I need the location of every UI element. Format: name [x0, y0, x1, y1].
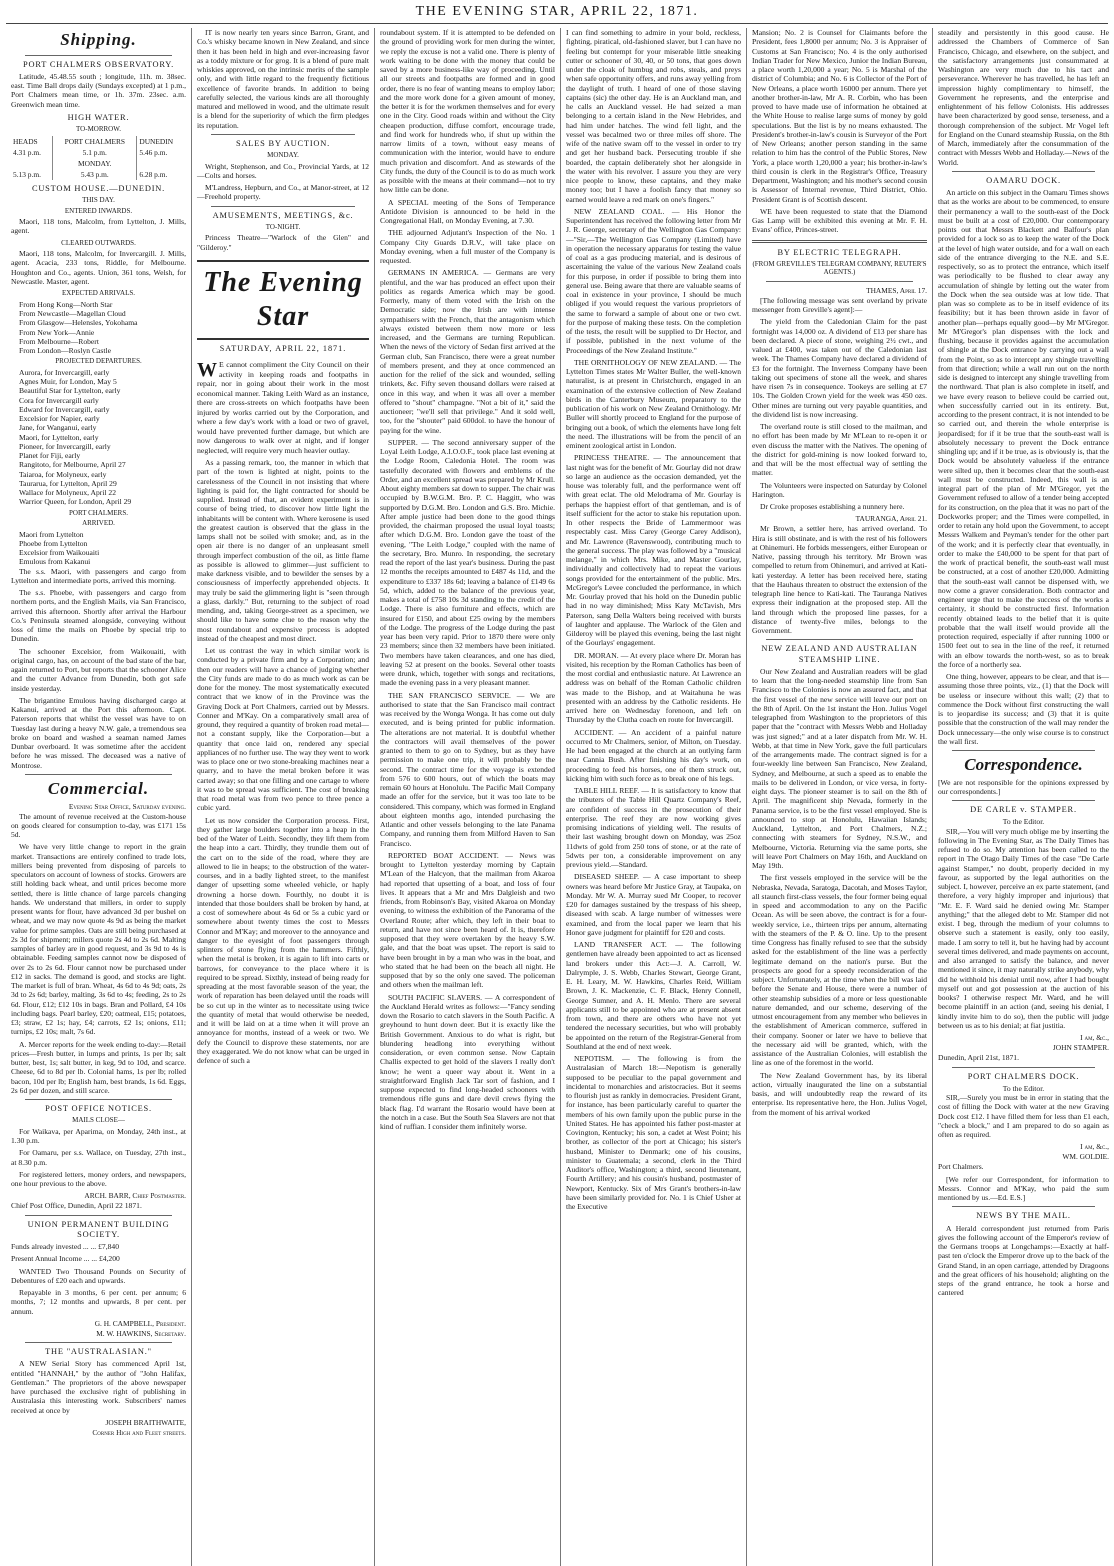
editorial-text: E cannot compliment the City Council on their activity in keeping roads and footpaths in repair, nor in going about their work in the most economical manner. Taking Leith Ward as an instance, there are cross-streets on which footpaths have been injured by works carried out by the Corporation, and where a few day's work with a load or two of gravel, would have prevented further damage, but which are now dangerous to walk over at night, and if longer neglected, will require very much heavier outlay. — [197, 360, 369, 455]
telegraph-header: BY ELECTRIC TELEGRAPH. — [777, 247, 902, 257]
news-text: His Honor the Superintendent has received the following letter from Mr J. R. George, secretary of the Wellington Gas Company:—"Sir,—The Wellington Gas Company (Limited) have in operation the necessary apparatus for testing the value of coal as a gas producing material, and is desirous of ascertaining the value of the various New Zealand coals for this purpose, in order if possible to bring them into general use. Being aware that there are valuable seams of coal in existence in your province, I should be much obliged if you would request the various proprietors of the same to forward a sample of about one or two cwt. for the purpose of making these tests. On the completion of the tests, the result will be supplied to Dr Hector, and if possible, published in the next volume of the Proceedings of the New Zealand Institute." — [566, 206, 742, 355]
tauranga-dateline: TAURANGA, April 21. — [855, 514, 927, 524]
australasian-header: THE "AUSTRALASIAN." — [45, 1347, 152, 1356]
list-item: Planet for Fiji, early — [19, 451, 81, 461]
australasian-paragraph: A NEW Serial Story has commenced April 1st, entitled "HANNAH," by the author of "John Halifax, Gentleman." The proprietors of the above newspaper have purchased the exclusive right of publishing in Australasia this interesting work. Subscribers' names received at once by — [11, 1359, 186, 1415]
news-paragraph: THE SAN FRANCISCO SERVICE. — We are authorised to state that the San Francisco mail contract was received by the Wonga Wonga. It has come out duly executed, and is being printed for public information. The alterations are not material. It is doubtful whether the contractors will avail themselves of the power granted to them to go on to Sydney, but as they have permission to make one trip, it will probably be the second. The contract time for the voyage is extended from 576 to 600 hours, out of which the boats may remain 60 hours at Honolulu. The Pacific Mail Company made an offer for the service, but it was too late to be considered. This company, which was formed in England about eighteen months ago, intended purchasing the Atlantic and other vessels belonging to the late Panama Company, and running them from Milford Haven to San Francisco. — [380, 690, 555, 848]
list-item: Wallace for Molyneux, April 22 — [19, 488, 117, 498]
list-item: From Glasgow—Helensles, Yokohama — [19, 318, 138, 328]
news-text: The announcement that last night was for the benefit of Mr. Gourlay did not draw so large an audience as the occasion demanded, yet the house was tolerably full, and the performance went off with great eclat. The old Melodrama of Mr. Gourlay is perhaps the happiest effort of that gentleman, and is of itself sufficient for the actor to stake his reputation upon. In other respects the Bride of Lammermoor was respectably cast. Miss Carey (George Carey Addison), and Mr. Lawrence (Ravenswood), contributing much to the general success. The play was followed by a "musical melange," in which Mrs. Mike, and Master Gourlay, individually and collectively had to repeat the various songs provided for the entertainment of the public. Mrs. McGregor's Levee concluded the performance, in which Mr. Gourlay proved that his hold on the Dunedin public had in no way diminished; Miss Katy McTavish, Mrs Paterson, sang Della Walters being received with bursts of laughter and applause. The Warlock of the Glen and Gilderoy will be played this evening, being the last night of the Gourlays' engagement. — [566, 453, 742, 648]
amusements-header: AMUSEMENTS, MEETINGS, &c. — [212, 210, 354, 220]
news-heading: THE ORNITHOLOGY OF NEW ZEALAND. — [574, 357, 718, 367]
expected-subheader: EXPECTED ARRIVALS. — [62, 289, 135, 298]
union-income: Present Annual Income ... ... £4,200 — [11, 1254, 120, 1264]
shipping-paragraph: The schooner Excelsior, from Waikouaiti, with original cargo, has, on account of the bad state of the bar, again returned to Port, but reports that the schooner Alice and the cutter Advance from Dunedin, both got safe inside yesterday. — [11, 646, 186, 693]
editorial-paragraph: As a passing remark, too, the manner in which that part of the town is lighted at night, points to the carelessness of the Council in not insisting that where lighting is paid for, the light contracted for should be supplied. Instead of that, an evident experiment is in course of being tried, to discover how little light the inhabitants will be content with. Where kerosene is used the greatest caution is observed that the glass in the lamps shall not be soiled with smoke; and, as in the open air there is no danger of an unpleasant smell through imperfect combustion of the oil, as little flame as possible is allowed to glimmer—just sufficient to make darkness visible, and to bewilder the senses by a consciousness of imperfectly apprehended objects. It may truly be said the glimmering light is "seen through a glass, darkly." But, returning to the subject of road mending, and, taking George-street as a specimen, we should like to have some clue to the reason why the most roundabout and expensive process is adopted instead of the cheapest and most direct. — [197, 458, 369, 643]
mails-close-label: MAILS CLOSE— — [72, 1116, 125, 1125]
news-paragraph: WE have been requested to state that the Diamond Gas Lamp will be exhibited this evening at Mr. F. H. Evans' office, Princes-street. — [752, 206, 927, 235]
list-item: Phoebe from Lyttelton — [19, 538, 88, 548]
dateline: SATURDAY, APRIL 22, 1871. — [219, 344, 347, 354]
news-heading: TABLE HILL REEF. — [574, 786, 640, 795]
list-item: Agnes Muir, for London, May 5 — [19, 377, 117, 387]
post-office-header: POST OFFICE NOTICES. — [45, 1104, 152, 1114]
oamaru-paragraph: An article on this subject in the Oamaru Times shows that as the works are about to be commenced, to ensure their permanency a wall to the south-east of the Dock must be built at a cost of £20,000. Our contemporary points out that Messrs Blackett and Balfour's plan provided for a lock so as to keep the water of the Dock at the level of high water outside, and for a wall on each side of the entrance diverging to the N.E. and S.E. respectively, so as to protect the entrance, which itself was periodically to be flushed to clear away any accumulation of shingle by letting out the water from the Dock when the sea outside was at low tide. That plan was so complete as to be in itself evidence of its feasibility; but it has been thrown aside in favor of another plan—perhaps equally good—by Mr M'Gregor. Mr M'Gregor's plan dispenses with the lock and flushing, because it provides against the accumulation of shingle at the Dock entrance by carrying out a wall from the Point, so as to intercept any shingle travelling from that direction; while a wall run out on the north side is designed to intercept any shingle travelling from the northward. That plan is also complete in itself, and we have every reason to believe could be carried out, when successfully carried out in its entirety. But, according to the present contract, it is not intended to be so carried out, and therein the whole enterprise is jeopardised; for if it be true that the south-east wall is absolutely necessary to prevent the Dock entrance shingling up; and if it be true, as is obviously is, that the Dock would be absolutely valueless if the entrance were silted up, then it becomes clear that the south-east wall must be constructed. Indeed, this wall is an integral part of the plan of Mr M'Gregor, yet the Government refused to allow of a tender being accepted for its construction, on the plea that it was no part of the Dockworks proper; and the Times were compelled, in order to retain any hold upon the Government, to accept Messrs Walkem and Peyman's tender for the other part of the work; and it is perfectly clear that eventually, in order to make the £40,000 to be spent for that part of the work of practical benefit, the south-east wall must be constructed, at a cost of another £20,000. Admitting that the south-east wall cannot be dispensed with, we now come a graver consideration. Both contractor and engineer urge that to make the success of the works a certainty, it should be constructed first. Information recently obtained leads to the belief that it is quite probable that the wall itself would provide all the protection required, especially if after running 1000 or 1500 feet out to sea in the line of the reef, it returned with an elbow towards the north-west, so as to break the force of a northerly sea. — [938, 188, 1109, 669]
arrived-list — [11, 530, 186, 567]
news-paragraph: A SPECIAL meeting of the Sons of Temperance Antidote Division is announced to be held in the Congregational Hall, on Monday Evening, at 7.30. — [380, 197, 555, 225]
commercial-office: Evening Star Office, Saturday evening. — [68, 801, 186, 811]
custom-house-header: CUSTOM HOUSE.—DUNEDIN. — [31, 183, 166, 193]
observatory-text: Latitude, 45.48.55 south ; longitude, 11h. m. 38sec. east. Time Ball drops daily (Sundays excepted) at 1 p.m., Port Chalmers mean time, or 1h. 37m. 23sec. a.m. Greenwich mean time. — [11, 71, 186, 109]
sales-subheader: MONDAY. — [267, 151, 299, 159]
australasian-signature: Corner High and Fleet streets. — [92, 1427, 186, 1437]
list-item: Taurarua, for Lyttelton, April 29 — [19, 478, 117, 488]
letter-salutation: To the Editor. — [1002, 1083, 1045, 1093]
news-text: We are authorised to state that the San Francisco mail contract was received by the Wonga Wonga. It has come out duly executed, and is being printed for public information. The alterations are not material. It is doubtful whether the contractors will avail themselves of the power granted to them to go on to Sydney, but as they have permission to make one trip, it will probably be the second. The contract time for the voyage is extended from 576 to 600 hours, out of which the boats may remain 60 hours at Honolulu. The Pacific Mail Company made an offer for the service, but it was too late to be considered. This company, which was formed in England about eighteen months ago, intended purchasing the Atlantic and other vessels belonging to the late Panama Company, and running them from Milford Haven to San Francisco. — [380, 690, 555, 848]
letter-salutation: To the Editor. — [1002, 817, 1045, 827]
union-signature: M. W. HAWKINS, Secretary. — [96, 1328, 186, 1338]
news-paragraph: SOUTH PACIFIC SLAVERS. — A correspondent of the Auckland Herald writes as follows:—"Fancy sending down the Rosario to catch slavers in the South Pacific. A greyhound to hunt down deer. But it is exactly like the British Government. Anxious to do what is right, but blundering headlong into everything without consideration, or even common sense. Now Captain Challis expected to get hold of the slavers I really don't know; he went a queer way about it. Went in a straightforward English Jack Tar sort of fashion, and I suppose expected to find long-headed schooners with tremendous rifle guns and dare devil crews flying the black flag. I'd warrant the Rosario would have been at the notch in a case. But the South Sea Slavers are not that kind of ruffian. I consider them infinitely worse. — [380, 992, 555, 1131]
news-text: At every place where Dr. Moran has visited, his reception by the Roman Catholics has been of the most cordial and enthusiastic nature. At Lawrence an address was on behalf of the Roman Catholic children was made to the Bishop, and at Waitahuna he was presented with an address by the Catholic residents. He arrived here on Wednesday forenoon, and left on Thursday by the Clutha coach en route for Invercargill. — [566, 650, 741, 725]
sales-paragraph: M'Landress, Hepburn, and Co., at Manor-street, at 12—Freehold property. — [197, 183, 369, 202]
newspaper-nameplate: The Evening Star — [197, 260, 369, 340]
column-4 — [561, 28, 747, 1566]
column-6 — [933, 28, 1114, 1566]
shipping-paragraph: The s.s. Phoebe, with passengers and cargo from northern ports, and the English Mails, via San Francisco, arrived this afternoon. Shortly after arrival the Harbour Co.'s Peninsula steamed alongside, conveying without loss of time the mails on Phoebe by special trip to Dunedin. — [11, 588, 186, 644]
column-2 — [192, 28, 375, 1566]
commercial-paragraph: A. Mercer reports for the week ending to-day:—Retail prices—Fresh butter, in lumps and prints, 1s per lb; salt butter, best, 1s; salt butter, in keg, 9d to 10d, and scarce. Cheese, 6d to 8d per lb. Colonial hams, 1s per lb; rolled bacon, 10d per lb; English ham, best brands, 1s 6d. Eggs, 2s 6d per dozen, and still scarce. — [11, 1039, 186, 1095]
telegraph-subheader: (FROM GREVILLE'S TELEGRAM COMPANY, REUTER'S AGENTS.) — [752, 259, 927, 277]
oamaru-paragraph: One thing, however, appears to be clear, and that is—assuming those three points, viz., (1) that the Dock will be useless or insecure without this wall; (2) that to commence the Dock without first constructing the wall is to jeopardise its success; and (3) that it is quite possible that the construction of the wall may render the Dock unnecessary—the only wise course is to construct the wall first. — [938, 672, 1109, 746]
list-item: Edward for Invercargill, early — [19, 404, 110, 414]
letter-place: Dunedin, April 21st, 1871. — [938, 1053, 1019, 1063]
news-paragraph: REPORTED BOAT ACCIDENT. — News was brought to Lyttelton yesterday morning by Captain M'Lean of the Halcyon, that the mailman from Akaroa had reported that upsetting of a boat, and loss of four lives. It appears that a Mr and Mrs Dalgleish and two friends, from Robinson's Bay, visited Akaroa on Monday evening, to witness the exhibition of the Panorama of the Overland Route; after which, they left in their boat to return, and have not since been heard of. It is, therefore supposed that they were overtaken by the heavy S.W. gale, and that the boat was upset. The report is said to have been brought in by a man who was in the boat, and who stated that he had been on the beach all night. He supposed that by so the only one saved. The policeman and others when the mailman left. — [380, 850, 555, 990]
news-heading: SOUTH PACIFIC SLAVERS. — [388, 992, 483, 1002]
steamship-header: NEW ZEALAND AND AUSTRALIAN STEAMSHIP LINE. — [761, 644, 918, 664]
news-text: The second anniversary supper of the Loyal Leith Lodge, A.I.O.O.F., took place last evening at the Lodge Room, Caledonia Hotel. The room was tastefully decorated with flowers and emblems of the Order, and an excellent spread was prepared by Mr Krull. About eighty members sat down to supper. The chair was occupied by B.W.G.M. Bro. P. C. Haggitt, who was supported by D.G.M. Bro. London and G.S. Bro. Michie. After ample justice had been done to the good things provided, the chairman proposed the usual loyal toasts; after which D.G.M. Bro. London gave the toast of the evening, "The Leith Lodge," coupled with the name of the secretary, Bro. Munro. In responding, the secretary read the report of the last year's business. During the past 12 months the receipts amounted to £487 4s 11d, and the expenditure to £337 18s 6d; leaving a balance of £149 6s 5d, which, added to the balance of the previous year, makes a total of £758 10s 3d standing to the credit of the Lodge. There is also furniture and effects, which are insured for £150, and about £25 owing by the members of the Lodge. The progress of the Lodge during the past year has been very rapid. Prior to 1870 there were only 23 members; since then 32 members have been initiated. Two members have taken clearances, and one has died, leaving 52 at present on the books. Several other toasts were drunk, which, together with songs and recitations, made the evening pass in a very pleasant manner. — [380, 437, 555, 688]
union-funds: Funds already invested ... ... £7,840 — [11, 1242, 119, 1252]
telegram-paragraph: [The following message was sent overland by private messenger from Greville's agent]:— — [752, 295, 927, 315]
telegram-paragraph: The Volunteers were inspected on Saturday by Colonel Harington. — [752, 480, 927, 499]
news-heading: THE SAN FRANCISCO SERVICE. — [388, 690, 511, 700]
high-water-header: HIGH WATER. — [67, 112, 130, 122]
list-item: Taiaroa, for Molyneux, early — [19, 469, 107, 479]
news-text: Germans are very plentiful, and the war has produced an effect upon their politics as regards America which may be good. Formerly, many of them voted with the Irish on the Democratic side; now the Irish are with intense sympathisers with the French, that the antagonism which always existed between them now more or less increased, and the Germans are turning Republican. When the news of the victory of Sedan first arrived at the German club, San Francisco, there were a great number of members present, and they at once commenced an auction for the relief of the sick and wounded, selling trinkets, &c. Fifty seven thousand dollars were raised at once in this way, and when it was all over a member offered to "shout" champagne. "Not a bit of it," said the auctioneer; "we'll sell that privilege." And it sold well, too, for the "shouter" paid 600dol. to have the honour of paying for the wine. — [380, 268, 556, 435]
list-item: From Newcastle—Magellan Cloud — [19, 309, 126, 319]
shipping-title: Shipping. — [60, 30, 137, 49]
letter-place: Port Chalmers. — [938, 1162, 984, 1172]
shipping-paragraph: The brigantine Emulous having discharged cargo at Kakanui, arrived at the Port this afternoon. Capt. Paterson reports that whilst the vessel was have to on Tuesday last during a heavy N.W. gale, a tremendous sea broke on board and washed a seaman named James Dunbar overboard. It was sometime after the accident before he was missed. The deceased was a native of Montrose. — [11, 695, 186, 770]
tide-col-dunedin: DUNEDIN — [139, 136, 174, 146]
steamship-paragraph: Our New Zealand and Australian readers will be glad to learn that the long-needed steamship line from San Francisco to the Colonies is now an assured fact, and that the first vessel of the new service will leave our port on the 8th of April. On the 1st instant the Hon. Julius Vogel telegraphed from Washington to the proprietors of this paper that the "contract with Messrs Webb and Holladay was just signed;" and at a later dispatch from Mr. W. H. Webb, at that time in New York, gave the full particulars of the arrangements made. The contract signed is for a four-weekly line between San Francisco, New Zealand, Sydney, and Melbourne, at such a speed as to enable the mails to be delivered in London, or vice versa, in forty-eight days. The pioneer steamer is to sail on the 8th of April. The magnificent ship Nevada, formerly in the Panama service, is to be the first vessel employed. She is announced to stop at Honolulu, Hawaiian Islands; Auckland, Lyttelton, and Port Chalmers, N.Z.; connecting with steamers for Sydney, N.S.W., and Melbourne, Victoria. Returning via the same ports, she will leave Port Chalmers on May 16th, and Auckland on May 19th. — [752, 666, 927, 871]
editorial-paragraph — [197, 360, 369, 455]
whisky-advertisement: IT is now nearly ten years since Barron, Grant, and Co.'s whisky became known in New Zealand, and since then it has been held in high and ever-increasing favor as a toddy mixture or for grog. It is a blend of pure malt whiskies approved, on the intrinsic merits of the sample only, and with little regard to the frequently fictitious excellence of favorite brands. In addition to being carefully selected, the various kinds are all thoroughly matured and mellowed in wood, and the ultimate result is a blend for the superiority of which the firm pledges its reputation. — [197, 28, 369, 130]
news-paragraph: DR. MORAN. — At every place where Dr. Moran has visited, his reception by the Roman Catholics has been of the most cordial and enthusiastic nature. At Lawrence an address was on behalf of the Roman Catholic children was made to the Bishop, and at Waitahuna he was presented with an address by the Catholic residents. He arrived here on Wednesday forenoon, and left on Thursday by the Clutha coach en route for Invercargill. — [566, 650, 741, 725]
telegram-paragraph: Mr Brown, a settler here, has arrived overland. To Hira is still obstinate, and is with the rest of his followers at Ohinemuri. He forbids messengers, either European or Native, passing through his territory. Mr Brown was compelled to return from Ohinemuri, and arrived at Kati-kati yesterday. A letter has been received here, stating that the Hauhaus threaten to obstruct the extension of the telegraph line hence to Kati-kati. The Tauranga Natives express their indignation at the proposed step. All the land through which the proposed line passes, for a distance of twenty-five miles, belongs to the Government. — [752, 524, 927, 636]
drop-cap: W — [197, 359, 217, 382]
news-text: News was brought to Lyttelton yesterday morning by Captain M'Lean of the Halcyon, that the mailman from Akaroa had reported that upsetting of a boat, and loss of four lives. It appears that a Mr and Mrs Dalgleish and two friends, from Robinson's Bay, visited Akaroa on Monday evening, to witness the exhibition of the Panorama of the Overland Route; after which, they left in their boat to return, and have not since been heard of. It is, therefore supposed that they were overtaken by the heavy S.W. gale, and that the boat was upset. The report is said to have been brought in by a man who was in the boat, and who stated that he had been on the beach all night. He supposed that by so the only one saved. The policeman and others when the mailman left. — [380, 850, 555, 990]
list-item: From London—Roslyn Castle — [19, 346, 111, 356]
list-item: Excelsior from Waikouaiti — [19, 548, 100, 558]
telegram-paragraph: Dr Croke proposes establishing a nunnery here. — [760, 502, 905, 512]
editorial-paragraph: Let us now consider the Corporation process. First, they gather large boulders together into a heap in the bed of the Water of Leith. Secondly, they lift them from the heap into a cart. Thirdly, they trundle them out of the cart on to the side of the road, where they are allowed to lie in heaps; to the obstruction of the water-courses, and in a badly lighted street, to the manifest danger of upsetting some wheeled vehicle, or haply drowning a horse down. Fourthly, no doubt it is intended that those boulders shall be broken by hand, at a cost of somewhere about 4s 6d or 5s a cubic yard or somewhere about twenty times the cost to Messrs Connor and M'Kay; and moreover to the annoyance and danger to the eyesight of foot passengers through splinters of stone flying from the hammers. Fifthly, when the metal is broken, it is again to lift into carts or barrows, for conveyance to the place where it is required to be spread. Sixthly, instead of being ready for spreading at the most favorable season of the year, the work of reparation has been delayed until the roads will be so cut up in the winter as to necessitate using twice the quantity of metal that would otherwise be needed, and it will be laid on at a time when it will prove an annoyance for months, instead of a week or two. We defy the Council to disprove these statements, nor are they exaggerated. We do not know what can be urged in defence of such a — [197, 815, 369, 1066]
column-1 — [6, 28, 192, 1566]
news-heading: ACCIDENT. — [574, 727, 614, 737]
editor-note: [We refer our Correspondent, for information to Messrs. Connor and M'Kay, who paid the sum mentioned by us.—Ed. E.S.] — [938, 1174, 1109, 1203]
news-paragraph: PRINCESS THEATRE. — The announcement that last night was for the benefit of Mr. Gourlay did not draw so large an audience as the occasion demanded, yet the house was tolerably full, and the performance went off with great eclat. The old Melodrama of Mr. Gourlay is perhaps the happiest effort of that gentleman, and is of itself sufficient for the actor to stake his reputation upon. In other respects the Bride of Lammermoor was respectably cast. Miss Carey (George Carey Addison), and Mr. Lawrence (Ravenswood), contributing much to the general success. The play was followed by a "musical melange," in which Mrs. Mike, and Master Gourlay, individually and collectively had to repeat the various songs provided for the entertainment of the public. Mrs. McGregor's Levee concluded the performance, in which Mr. Gourlay proved that his hold on the Dunedin public had in no way diminished; Miss Katy McTavish, Mrs Paterson, sang Della Walters being received with bursts of laughter and applause. The Warlock of the Glen and Gilderoy will be played this evening, being the last night of the Gourlays' engagement. — [566, 453, 742, 648]
post-paragraph: For Waikava, per Aparima, on Monday, 24th inst., at 1.30 p.m. — [11, 1126, 186, 1146]
post-paragraph: For registered letters, money orders, and newspapers, one hour previous to the above. — [11, 1169, 186, 1189]
list-item: Pioneer, for Invercargill, early — [19, 441, 111, 451]
list-item: Rangitoto, for Melbourne, April 27 — [19, 460, 126, 470]
news-text: The Lyttelton Times states Mr Walter Buller, the well-known naturalist, is at present in Christchurch, engaged in an examination of the extensive collection of New Zealand birds in the Canterbury Museum, preparatory to the publication of his work on New Zealand Ornithology. Mr Buller will shortly proceed to England for the purpose of bringing out a book, of which the elements have long felt the need. The illustrations will be from the pencil of an eminent zoological artist in London. — [566, 357, 741, 450]
news-paragraph: TABLE HILL REEF. — It is satisfactory to know that the tributers of the Table Hill Quartz Company's Reef, are confident of success in the prosecution of their enterprise. The reef they are now working gives promising indications of yielding well. The results of their last washing brought down on Monday, was 25oz 11dwts of gold from 250 tons of stone, or at the rate of 5dwts per ton, a considerable improvement on any previous yield.—Standard. — [566, 786, 741, 869]
news-text: It is satisfactory to know that the tributers of the Table Hill Quartz Company's Reef, are confident of success in the prosecution of their enterprise. The reef they are now working gives promising indications of yielding well. The results of their last washing brought down on Monday, was 25oz 11dwts of gold from 250 tons of stone, or at the rate of 5dwts per ton, a considerable improvement on any previous yield.—Standard. — [566, 786, 741, 869]
list-item: Jane, for Wanganui, early — [19, 423, 97, 433]
thames-dateline: THAMES, April 17. — [866, 285, 927, 295]
amusements-paragraph: Princess Theatre—"Warlock of the Glen" and "Gilderoy." — [197, 233, 369, 252]
news-paragraph: NEPOTISM. — The following is from the Australasian of March 18:—Nepotism is generally supposed to be peculiar to the papal government and incidental to monarchies and aristocracies. But it seems to flourish just as rankly in democracies. President Grant, for instance, has been particularly careful to quarter the members of his own family upon the public purse in the United States. He has appointed his father post-master at Covington, Kentucky; his son, a cadet at West Point; his brother, as collector of the port at Chicago; his sister's husband, Minister to Denmark; one of his cousins, minister to Guatemala; a second, clerk in the Third Auditor's office, Washington; a third, second lieutenant, Fourth Artillery; and his cousin's husband, postmaster of Newport, Kentucky. Six of Mrs Grant's brothers-in-law have been similarly provided for. No. 1 is Chief Usher at the Executive — [566, 1054, 741, 1211]
oamaru-header: OAMARU DOCK. — [986, 175, 1061, 185]
tide-cell: 4.31 p.m. — [13, 147, 41, 157]
list-item: Aurora, for Invercargill, early — [19, 367, 110, 377]
letter-header: PORT CHALMERS DOCK. — [967, 1071, 1080, 1081]
entered-subheader: ENTERED INWARDS. — [64, 206, 133, 215]
arrived-subheader: ARRIVED. — [82, 519, 115, 528]
union-paragraph: WANTED Two Thousand Pounds on Security of Debentures of £20 each and upwards. — [11, 1266, 186, 1285]
editorial-paragraph: Let us contrast the way in which similar work is conducted by a private firm and by a Corporation; and then our readers will have a chance of judging whether the City funds are made to do as much work as can be done for the money. The most systematically executed contract that we know of in the Province was the Graving Dock at Port Chalmers, carried out by Messrs. Conner and M'Kay. On a comparatively small area of ground, they required a quantity of broken road metal—not a constant supply, like the Corporation—but a quantity that once laid on, rendered any special appliances of no further use. The way they went to work was to place one or two stone-breaking machines near a quarry, and to have the metal broken before it was carted away; so that one filling and one cartage to where it was to be spread was sufficient. The cost of breaking that road metal was from two pence to three pence a cubic yard. — [197, 646, 369, 813]
union-signature: G. H. CAMPBELL, President. — [94, 1318, 186, 1328]
news-heading: NEPOTISM. — [574, 1054, 614, 1063]
news-text: A case important to sheep owners was heard before Mr Justice Gray, at Taupaka, on Monday. Mr W. A. Murray sued Mr Cooper, to recover £20 for damages sustained by the trespass of his sheep, diseased with scab. A large number of witnesses were examined, and from the local paper we learn that his Honor gave judgment for plaintiff for £20 and costs. — [566, 872, 741, 937]
columns — [6, 28, 1108, 1566]
column-5 — [747, 28, 933, 1566]
column-3 — [375, 28, 561, 1566]
news-paragraph: THE ORNITHOLOGY OF NEW ZEALAND. — The Lyttelton Times states Mr Walter Buller, the well-known naturalist, is at present in Christchurch, engaged in an examination of the extensive collection of New Zealand birds in the Canterbury Museum, preparatory to the publication of his work on New Zealand Ornithology. Mr Buller will shortly proceed to England for the purpose of bringing out a book, of which the elements have long felt the need. The illustrations will be from the pencil of an eminent zoological artist in London. — [566, 357, 741, 450]
news-text: A correspondent of the Auckland Herald writes as follows:—"Fancy sending down the Rosario to catch slavers in the South Pacific. A greyhound to hunt down deer. But it is exactly like the British Government. Anxious to do what is right, but blundering headlong into everything without consideration, or even common sense. Now Captain Challis expected to get hold of the slavers I really don't know; he went a queer way about it. Went in a straightforward English Jack Tar sort of fashion, and I suppose expected to find long-headed schooners with tremendous rifle guns and dare devil crews flying the black flag. I'd warrant the Rosario would have been at the notch in a case. But the South Sea Slavers are not that kind of ruffian. I consider them infinitely worse. — [380, 992, 555, 1131]
news-heading: SUPPER. — [388, 437, 418, 447]
news-text: An accident of a painful nature occurred to Mr Chalmers, senior, of Milton, on Tuesday. He had been engaged at the church at an outlying farm near Cannia Bush. After finishing his day's work, on proceeding to feed his horses, one of them struck out, kicking him with such force as to break one of his legs. — [566, 727, 741, 783]
mail-news-header: NEWS BY THE MAIL. — [976, 1211, 1071, 1221]
letter-header: DE CARLE v. STAMPER. — [970, 805, 1077, 815]
cleared-subheader: CLEARED OUTWARDS. — [61, 238, 136, 247]
letter-signature: JOHN STAMPER. — [1052, 1043, 1109, 1053]
news-paragraph: NEW ZEALAND COAL. — His Honor the Superintendent has received the following letter from Mr J. R. George, secretary of the Wellington Gas Company:—"Sir,—The Wellington Gas Company (Limited) have in operation the necessary apparatus for testing the value of coal as a gas producing material, and is desirous of ascertaining the value of the various New Zealand coals for this purpose, in order if possible to bring them into general use. Being aware that there are valuable seams of coal in existence in your province, I should be much obliged if you would request the various proprietors of the same to forward a sample of about one or two cwt. for the purpose of making these tests. On the completion of the tests, the result will be supplied to Dr Hector, and if possible, published in the next volume of the Proceedings of the New Zealand Institute." — [566, 206, 742, 355]
projected-subheader: PROJECTED DEPARTURES. — [55, 357, 142, 366]
correspondence-note: [We are not responsible for the opinions expressed by our correspondents.] — [938, 777, 1109, 796]
list-item: Warrior Queen, for London, April 29 — [19, 497, 132, 507]
steamship-continuation: steadily and persistently in this good cause. He addressed the Chambers of Commerce of San Francisco, Chicago, and elsewhere, on the subject, and the satisfactory arrangements just consummated at Washington are very much due to his tact and perseverance. Wherever he has travelled, he has left an impression highly complimentary to himself, the Government he represents, and the enterprise and enlightenment of his fellow Colonists. His addresses have been characterized by good sense, terseness, and a thorough comprehension of the subject. Mr Vogel left for England on the Cunard steamship Russia, on the 8th of March, immediately after the consummation of the contract with Messrs Webb and Holladay.—News of the World. — [938, 28, 1109, 167]
cleared-text: Maori, 118 tons, Malcolm, for Invercargill. J. Mills, agent. Acacia, 233 tons, Riddle, for Melbourne. Houghton and Co., agents. Union, 361 tons, Welsh, for Newcastle. Master, agent. — [11, 249, 186, 286]
projected-list — [11, 368, 186, 507]
news-text: The following gentlemen have already been appointed to act as licensed land brokers under this Act:—J. A. Carroll, W. Dalrymple, J. S. Webb, Charles Stewart, George Grant, E. H. Leary, M. W. Hawkins, Charles Reid, William Brown, J. K. Mackenzie, C. F. Black, Henry Connell, George Sumner, and A. H. Menlo. There are several applicants still to be appointed who are at present absent from town, and there are others who have not yet tendered the necessary securities, but who will probably be appointed on the return of the Registrar-General from Southland at the end of next week. — [566, 940, 741, 1051]
news-heading: GERMANS IN AMERICA. — [388, 268, 479, 278]
news-heading: NEW ZEALAND COAL. — [574, 206, 665, 216]
tide-cell: 5.46 p.m. — [139, 147, 168, 157]
union-paragraph: Repayable in 3 months, 6 per cent. per annum; 6 months, 7; 12 months and upwards, 8 per cent. per annum. — [11, 1288, 186, 1316]
expected-list — [11, 300, 186, 356]
sales-paragraph: Wright, Stephenson, and Co., Provincial Yards, at 12—Colts and horses. — [197, 161, 369, 180]
list-item: Maori, for Lyttelton, early — [19, 432, 99, 442]
news-paragraph: ACCIDENT. — An accident of a painful nature occurred to Mr Chalmers, senior, of Milton, on Tuesday. He had been engaged at the church at an outlying farm near Cannia Bush. After finishing his day's work, on proceeding to feed his horses, one of them struck out, kicking him with such force as to break one of his legs. — [566, 727, 741, 783]
news-paragraph: SUPPER. — The second anniversary supper of the Loyal Leith Lodge, A.I.O.O.F., took place last evening at the Lodge Room, Caledonia Hotel. The room was tastefully decorated with flowers and emblems of the Order, and an excellent spread was prepared by Mr Krull. About eighty members sat down to supper. The chair was occupied by B.W.G.M. Bro. P. C. Haggitt, who was supported by D.G.M. Bro. London and G.S. Bro. Michie. After ample justice had been done to the good things provided, the chairman proposed the usual loyal toasts; after which D.G.M. Bro. London gave the toast of the evening, "The Leith Lodge," coupled with the name of the secretary, Bro. Munro. In responding, the secretary read the report of the last year's business. During the past 12 months the receipts amounted to £487 4s 11d, and the expenditure to £337 18s 6d; leaving a balance of £149 6s 5d, which, added to the balance of the previous year, makes a total of £758 10s 3d standing to the credit of the Lodge. There is also furniture and effects, which are insured for £150, and about £25 owing by the members of the Lodge. The progress of the Lodge during the past year has been very rapid. Prior to 1870 there were only 23 members; since then 32 members have been initiated. Two members have taken clearances, and one has died, leaving 52 at present on the books. Several other toasts were drunk, which, together with songs and recitations, made the evening pass in a very pleasant manner. — [380, 437, 555, 688]
commercial-paragraph: The amount of revenue received at the Custom-house on goods cleared for consumption to-day, was £171 15s 5d. — [11, 811, 186, 840]
telegram-paragraph: The overland route is still closed to the mailman, and no effort has been made by Mr M'Lean to re-open it or even discuss the matter with the Natives. The opening of the district for gold-mining is now looked forward to, and that will be the most effectual way of settling the matter. — [752, 422, 927, 478]
news-heading: DR. MORAN. — [574, 650, 619, 660]
monday-label: MONDAY. — [53, 158, 137, 169]
news-paragraph: THE adjourned Adjutant's Inspection of the No. 1 Company City Guards D.R.V., will take place on Monday evening, when a full muster of the Company is requested. — [380, 228, 555, 265]
tide-col-port: PORT CHALMERS — [53, 136, 137, 147]
tide-cell: 5.13 p.m. — [13, 169, 41, 179]
letter-paragraph: SIR,—You will very much oblige me by inserting the following in The Evening Star, as The Daily Times has refused to do so. My attention has been called to the report in The Otago Daily Times of the case "De Carle against Stamper," no doubt, properly decided in my favour, as supported by the legal authorities on the subject. I, however, perceive an ex parte statement, (and therefore, a very highly improper and injurious) that "Mr. E. F. Ward said he denied owing Mr. Stamper anything;" that the alleged debt to Mr. Stamper did not exist. I beg, through the medium of your columns to observe such a statement is easily, only too easily, made. I am sorry to tell it, but he having had by account several times delivered, and made payments on account, and also arranged to satisfy the balance, and never mentioned it since, it may naturally strike anybody, why did he withhold his denial until now, after I had bought myself out and got possession at the auction of his books? I otherwise respect Mr. Ward, and he will become plaintiff in an action (and, seeing his denial, I kindly invite him to do so), then the public will judge between us as to his denial; at fiat justitia. — [938, 826, 1110, 1030]
commercial-paragraph: We have very little change to report in the grain market. Transactions are entirely confined to trade lots, millers being prevented from disposing of parcels to speculators on account of lowness of stocks. Growers are still holding back wheat, and until prices become more settled, there is little chance of large parcels changing hands. We understand that millers, in order to supply present wants for flour, have advanced 3d per bushel on wheat, and we may now quote 4s 9d as being the market value for prime samples. Oats are still being purchased at 2s 3d for shipment; millers quote 2s 4d to 2s 6d. Malting samples of barley are in good request, and 3s 9d to 4s is obtainable. Feeding samples cannot now be disposed of over 2s to 2s 6d. Flour cannot now be purchased under £12 in sacks. The demand is good, and stocks are light. The market is full of bran. Wheat, 4s 6d to 4s 9d; oats, 2s 3d to 2s 6d; barley, malting, 3s 6d to 4s; feeding, 2s to 2s 6d. Flour, £12; £12 10s in bags. Bran and Pollard, £4 10s including bags. Pearl barley, £20; oatmeal, £15; potatoes, £3; straw, £2 1s; hay, £4; carrots, £2 1s; onions, £11; turnips, £2 10s; malt, 7s 6d. — [11, 842, 186, 1037]
observatory-header: PORT CHALMERS OBSERVATORY. — [23, 59, 174, 69]
union-header: UNION PERMANENT BUILDING SOCIETY. — [27, 1219, 170, 1239]
steamship-paragraph: The first vessels employed in the service will be the Nebraska, Nevada, Saratoga, Dacotah, and Moses Taylor, all staunch first-class vessels, the four former being equal in speed and accommodation to any on the Pacific Ocean. As will be seen above, the contract is for a four-weekly service, i.e., thirteen trips per annum, alternating with the steamers of the P. & O. line. Up to the present time Congress has finally refused to see that the subsidy asked for the establishment of the line was a perfectly legitimate demand on the nation's purse. But the prospects are good for a speedy reconsideration of the subject. Unfortunately, at the time when the bill was laid before the Senate and House, there were a number of other steamship subsidies of a more or less questionable nature demanded, and our scheme, deserving of the utmost encouragement from any member who believes in the establishment of American commerce, suffered in their company. Sooner or later we have to believe that the necessary aid will be granted, which, with the assistance of the Australian Colonies, will establish the line as one of the foremost in the world. — [752, 873, 927, 1068]
this-day-label: THIS DAY. — [82, 196, 115, 205]
commercial-title: Commercial. — [47, 778, 150, 798]
tomorrow-label: TO-MORROW. — [76, 125, 121, 134]
letter-signoff: I am, &c., — [1080, 1142, 1109, 1152]
port-chalmers-subheader: PORT CHALMERS. — [69, 508, 128, 517]
tide-cell: 5.43 p.m. — [53, 169, 137, 180]
list-item: Emulous from Kakanui — [19, 557, 91, 567]
news-paragraph: LAND TRANSFER ACT. — The following gentlemen have already been appointed to act as licensed land brokers under this Act:—J. A. Carroll, W. Dalrymple, J. S. Webb, Charles Stewart, George Grant, E. H. Leary, M. W. Hawkins, Charles Reid, William Brown, J. K. Mackenzie, C. F. Black, Henry Connell, George Sumner, and A. H. Menlo. There are several applicants still to be appointed who are at present absent from town, and there are others who have not yet tendered the necessary securities, but who will probably be appointed on the return of the Registrar-General from Southland at the end of next week. — [566, 940, 741, 1051]
news-heading: LAND TRANSFER ACT. — [574, 940, 667, 949]
news-paragraph: DISEASED SHEEP. — A case important to sheep owners was heard before Mr Justice Gray, at Taupaka, on Monday. Mr W. A. Murray sued Mr Cooper, to recover £20 for damages sustained by the trespass of his sheep, diseased with scab. A large number of witnesses were examined, and from the local paper we learn that his Honor gave judgment for plaintiff for £20 and costs. — [566, 872, 741, 937]
amusements-subheader: TO-NIGHT. — [265, 222, 301, 231]
news-heading: PRINCESS THEATRE. — [574, 453, 650, 463]
news-paragraph: GERMANS IN AMERICA. — Germans are very plentiful, and the war has produced an effect upon their politics as regards America which may be good. Formerly, many of them voted with the Irish on the Democratic side; now the Irish are with intense sympathisers with the French, that the antagonism which always existed between them now more or less increased, and the Germans are turning Republican. When the news of the victory of Sedan first arrived at the German club, San Francisco, there were a great number of members present, and they at once commenced an auction for the relief of the sick and wounded, selling trinkets, &c. Fifty seven thousand dollars were raised at once in this way, and when it was all over a member offered to "shout" champagne. "Not a bit of it," said the auctioneer; "we'll sell that privilege." And it sold well, too, for the "shouter" paid 600dol. to have the honour of paying for the wine. — [380, 268, 556, 435]
list-item: Cora for Invercargill early — [19, 395, 99, 405]
news-continuation: I can find something to admire in your bold, reckless, fighting, piratical, old-fashioned slaver, but I can have no feeling but contempt for your miserable little sneaking cutter or schooner of 30, 40, or 50 tons, that goes down under the cloak of humbug and robs, steals, and preys when safe opportunity offers, and runs away yelling from the daylight of truth. I heard of one of those slaving captains (sic) the other day. He is an Auckland man, and he calls an Auckland vessel. He had seized a man belonging to a certain island in the New Hebrides, and had him under hatches. The wind fell light, and the vessel was becalmed two or three miles off shore. The wife of the native swam off to the vessel in order to try and get her husband back. Persecuting trouble if she boarded, the captain deliberately shot her alongside in the water with his revolver. I assure you they are very nice people to know, these captains, and they make money too; but I have a foolish fancy that money so earned would leave a red mark on one's fingers." — [566, 28, 741, 204]
steamship-paragraph: The New Zealand Government has, by its liberal action, virtually inaugurated the line on a substantial basis, and will undoubtedly reap the reward of its enterprise. Its representative here, the Hon. Julius Vogel, from the moment of his arrival worked — [752, 1070, 927, 1117]
masthead: THE EVENING STAR, APRIL 22, 1871. — [6, 4, 1108, 24]
letter-signoff: I am, &c., — [1080, 1033, 1109, 1043]
mail-news-paragraph: A Herald correspondent just returned from Paris gives the following account of the Emperor's review of the Germans troops at Longchamps:—Exactly at half-past ten o'clock the Emperor drove up to the back of the Grand Stand, in an open carriage, attended by Dragoons and the great officers of his household; alighting on the steps of the grand entrance, he took a horse and cantered — [938, 1223, 1109, 1298]
sales-header: SALES BY AUCTION. — [235, 138, 331, 148]
list-item: Maori from Lyttelton — [19, 529, 84, 539]
post-signature: ARCH. BARR, Chief Postmaster. — [84, 1191, 186, 1201]
tide-col-heads: HEADS — [13, 136, 38, 146]
editorial-continuation: roundabout system. If it is attempted to be defended on the ground of providing work for men during the winter, we reply the excuse is not a valid one. There is plenty of work waiting to be done with the money that could be saved by a more business-like way of proceeding. Until all our streets and footpaths are formed and in good order, there is no fear of wanting means to employ labor; and the more work done for a given amount of money, the better it is for the workmen themselves and for every one in the City. Good roads within and without the City cheapen production, diffuse comfort, encourage trade, and find work for hundreds who, if shut up within the narrow limits of a town, without easy means of communication with the interior, would have to endure much privation and discomfort. And as stewards of the City funds, the duty of the Council is to do as much work as possible with the means at their command—not to try how little can be done. — [380, 28, 555, 195]
shipping-paragraph: The s.s. Maori, with passengers and cargo from Lyttelton and intermediate ports, arrived this morning. — [11, 566, 186, 585]
letter-paragraph: SIR,—Surely you must be in error in stating that the cost of filling the Dock with water at the new Graving Dock cost £12. I have filled them for less than £1 each, "check a block," and I am prepared to do so again as often as required. — [938, 1093, 1109, 1140]
post-date: Chief Post Office, Dunedin, April 22 1871. — [11, 1201, 142, 1211]
news-text: The following is from the Australasian of March 18:—Nepotism is generally supposed to be peculiar to the papal government and incidental to monarchies and aristocracies. But it seems to flourish just as rankly in democracies. President Grant, for instance, has been particularly careful to quarter the members of his own family upon the public purse in the United States. He has appointed his father post-master at Covington, Kentucky; his son, a cadet at West Point; his brother, as collector of the port at Chicago; his sister's husband, Minister to Denmark; one of his cousins, minister to Guatemala; a second, clerk in the Third Auditor's office, Washington; a third, second lieutenant, Fourth Artillery; and his cousin's husband, postmaster of Newport, Kentucky. Six of Mrs Grant's brothers-in-law have been similarly provided for. No. 1 is Chief Usher at the Executive — [566, 1054, 741, 1211]
australasian-signature: JOSEPH BRAITHWAITE, — [105, 1417, 186, 1427]
list-item: From Hong Kong—North Star — [19, 299, 113, 309]
tide-cell: 6.28 p.m. — [139, 169, 168, 179]
tide-cell: 5.1 p.m. — [53, 147, 137, 158]
list-item: From New York—Annie — [19, 327, 95, 337]
news-heading: REPORTED BOAT ACCIDENT. — [388, 850, 499, 860]
telegram-paragraph: The yield from the Caledonian Claim for the past fortnight was 14,000 oz. A dividend of £13 per share has been declared. A piece of stone, weighing 2½ cwt., and valued at £400, was taken out of the Caledonian last week. The Thames Company have declared a dividend of £3 for the fortnight. The Inverness Company have been taking out specimens of stone all the week, and shares have risen 7s in consequence. Tookeys are selling at £7 10s. The Golden Crown yield for the week was 450 ozs. Other mines are turning out very payable quantities, and the dividend list is now increasing. — [752, 317, 927, 419]
letter-signature: WM. GOLDIE. — [1062, 1152, 1109, 1162]
list-item: Beautiful Star for Lyttelton, early — [19, 386, 121, 396]
list-item: From Melbourne—Robert — [19, 336, 99, 346]
post-paragraph: For Oamaru, per s.s. Wallace, on Tuesday, 27th inst., at 8.30 p.m. — [11, 1148, 186, 1167]
news-heading: DISEASED SHEEP. — [574, 872, 639, 882]
entered-text: Maori, 118 tons, Malcolm, from Lyttelton, J. Mills, agent. — [11, 217, 186, 236]
list-item: Excelsior for Napier, early — [19, 414, 100, 424]
tide-table — [11, 136, 186, 180]
news-continuation: Mansion; No. 2 is Counsel for Claimants before the President, fees 1,8000 per annum; No. 3 is Appraiser of Customs at San Francisco; No. 4 is the only authorised Indian Trader for New Mexico, Junior the Indian Bureau, a place worth 1,20,000 a year; No. 5 is Marshal of the district of Columbia; and No. 6 is Collector of the Port of New Orleans, a place worth 16000 per annum. There yet another brother-in-law, Mr A. R. Corbin, who has been proved to have made use of information he obtained at the White House to realise large sums of money by gold speculations. But the list is by no means exhausted. The President's brother-in-law's cousin is Surveyor of the Port of New Orleans; another person standing in the same relation to him has the control of the Public Stores, New York, a place worth 1,20,000 a year; his brother-in-law's third cousin is clerk in the Registrar's Office, Treasury Department, Washington; and his mother's second cousin is Assessor of Internal revenue, Third District, Ohio. President Grant is of Scottish descent. — [752, 28, 927, 204]
correspondence-title: Correspondence. — [964, 755, 1083, 774]
